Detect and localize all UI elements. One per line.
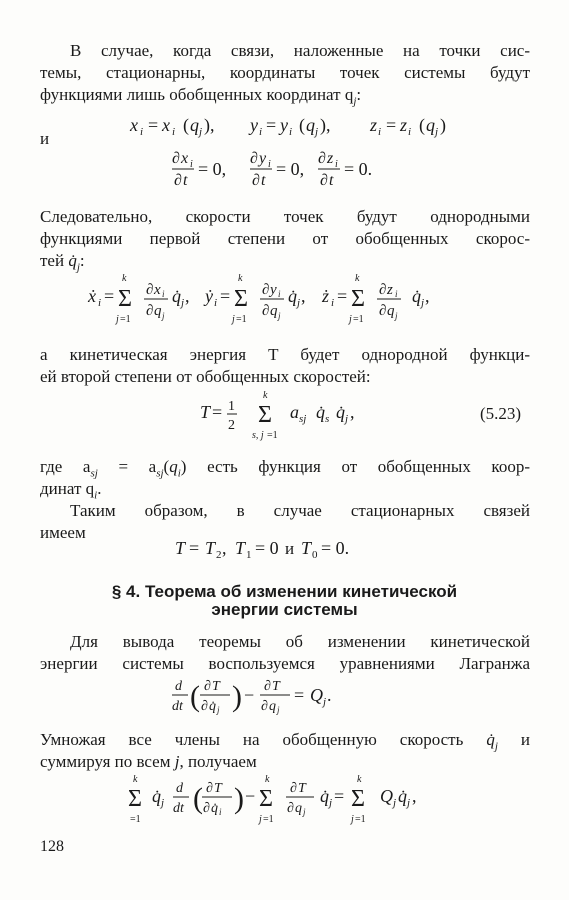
text-line: функциями первой степени от обобщенных скорос- (40, 229, 530, 248)
svg-text:i: i (278, 289, 281, 299)
svg-text:i: i (214, 297, 218, 309)
svg-text:(: ( (419, 115, 425, 135)
svg-text:=: = (104, 286, 115, 306)
svg-text:Σ: Σ (351, 286, 365, 312)
text-line: энергии системы воспользуемся уравнениями Лагранжа (40, 654, 530, 673)
svg-text:,: , (412, 786, 417, 806)
svg-text:q̇: q̇ (398, 786, 407, 806)
svg-text:Σ: Σ (351, 786, 365, 812)
section-heading: § 4. Теорема об изменении кинетической (111, 582, 458, 601)
svg-text:i: i (408, 126, 412, 138)
svg-text:(: ( (183, 115, 189, 135)
svg-text:q: q (270, 303, 278, 319)
svg-text:∂: ∂ (262, 282, 270, 298)
svg-text:Q: Q (380, 786, 393, 806)
svg-text:j: j (116, 314, 119, 325)
svg-text:=: = (212, 402, 223, 422)
svg-text:T: T (298, 781, 306, 796)
svg-text:q̇: q̇ (320, 786, 329, 806)
svg-text:T: T (205, 538, 216, 558)
svg-text:,: , (185, 286, 190, 306)
svg-text:= 0: = 0 (255, 538, 279, 558)
svg-text:s, j: s, j (252, 430, 264, 441)
equation-velocities (0, 272, 569, 332)
svg-text:T: T (175, 538, 186, 558)
svg-text:=1: =1 (353, 314, 364, 325)
svg-text:2: 2 (228, 418, 235, 433)
svg-text:y: y (270, 282, 277, 298)
text-line: а кинетическая энергия T будет однородной функци- (40, 345, 530, 364)
svg-text:= 0,: = 0, (198, 159, 227, 179)
svg-text:∂: ∂ (201, 699, 208, 714)
svg-text:j: j (329, 797, 333, 809)
svg-text:−: − (245, 786, 256, 806)
svg-text:x: x (154, 282, 161, 298)
svg-text:y: y (259, 150, 267, 167)
text-line: В случае, когда связи, наложенные на точки сис- (70, 41, 530, 60)
svg-text:i: i (378, 126, 382, 138)
svg-text:j: j (181, 297, 185, 309)
svg-text:j: j (303, 807, 306, 817)
text-line: функциями лишь обобщенных координат $q_j$: (40, 85, 362, 108)
svg-text:T: T (200, 402, 211, 422)
svg-text:q̇: q̇ (209, 699, 216, 714)
svg-text:q: q (387, 303, 395, 319)
svg-text:=1: =1 (236, 314, 247, 325)
svg-text:Σ: Σ (128, 786, 142, 812)
svg-text:T: T (212, 679, 220, 694)
svg-text:q̇: q̇ (152, 786, 161, 806)
svg-text:): ) (234, 782, 244, 815)
svg-text:=1: =1 (355, 814, 366, 825)
svg-text:−: − (244, 685, 255, 705)
svg-text:t: t (261, 172, 266, 189)
svg-text:0: 0 (312, 549, 318, 561)
svg-text:Σ: Σ (258, 402, 272, 428)
svg-text:j: j (393, 797, 397, 809)
svg-text:∂: ∂ (262, 303, 270, 319)
svg-text:z: z (387, 282, 393, 298)
svg-text:i: i (190, 159, 193, 170)
text-line: тей $q̇_j$: (40, 251, 85, 274)
svg-text:j: j (232, 314, 235, 325)
text-line: Следовательно, скорости точек будут однородными (40, 207, 530, 226)
svg-text:= 0.: = 0. (321, 538, 350, 558)
svg-text:Σ: Σ (234, 286, 248, 312)
svg-text:=: = (189, 538, 200, 558)
svg-text:=: = (294, 685, 305, 705)
svg-text:=1: =1 (120, 314, 131, 325)
svg-text:t: t (183, 172, 188, 189)
svg-text:j: j (277, 705, 280, 715)
svg-text:j: j (407, 797, 411, 809)
svg-text:q: q (426, 115, 435, 135)
svg-text:q: q (269, 699, 276, 714)
svg-text:q̇: q̇ (288, 286, 297, 306)
svg-text:∂: ∂ (320, 172, 328, 189)
svg-text:∂: ∂ (146, 303, 154, 319)
svg-text:q: q (306, 115, 315, 135)
svg-text:t: t (329, 172, 334, 189)
svg-text:): ) (232, 680, 242, 713)
svg-text:k: k (265, 774, 270, 785)
svg-text:∂: ∂ (318, 150, 326, 167)
svg-text:T: T (214, 781, 222, 796)
svg-text:): ) (440, 115, 446, 135)
svg-text:x: x (162, 115, 170, 135)
svg-text:,: , (425, 286, 430, 306)
svg-text:z: z (327, 150, 334, 167)
svg-text:q̇: q̇ (172, 286, 181, 306)
svg-text:=: = (148, 115, 159, 135)
svg-text:∂: ∂ (264, 679, 271, 694)
svg-text:z: z (370, 115, 378, 135)
svg-text:=: = (220, 286, 231, 306)
text-line: и (40, 129, 50, 148)
svg-text:=: = (386, 115, 397, 135)
svg-text:q: q (154, 303, 162, 319)
svg-text:k: k (133, 774, 138, 785)
svg-text:(: ( (193, 782, 203, 815)
text-line: суммируя по всем j, получаем (40, 752, 257, 771)
svg-text:j: j (217, 705, 220, 715)
svg-text:ż: ż (322, 286, 330, 306)
svg-text:i: i (289, 126, 293, 138)
svg-text:= 0.: = 0. (344, 159, 373, 179)
svg-text:∂: ∂ (250, 150, 258, 167)
svg-text:T: T (272, 679, 280, 694)
svg-text:i: i (331, 297, 335, 309)
svg-text:j: j (323, 696, 327, 708)
text-line: ей второй степени от обобщенных скоростей: (40, 367, 371, 386)
svg-text:y: y (250, 115, 258, 135)
svg-text:i: i (172, 126, 176, 138)
equation-time-derivatives (0, 145, 569, 195)
svg-text:j: j (161, 797, 165, 809)
svg-text:=: = (266, 115, 277, 135)
svg-text:q̇: q̇ (412, 286, 421, 306)
svg-text:=: = (334, 786, 345, 806)
svg-text:k: k (263, 390, 268, 401)
svg-text:i: i (140, 126, 144, 138)
svg-text:∂: ∂ (172, 150, 180, 167)
svg-text:∂: ∂ (252, 172, 260, 189)
svg-text:j: j (259, 814, 262, 825)
svg-text:k: k (238, 273, 243, 284)
svg-text:∂: ∂ (287, 801, 294, 816)
page-number: 128 (40, 838, 64, 855)
svg-text:),: ), (204, 115, 215, 135)
text-line: темы, стационарны, координаты точек системы будут (40, 63, 530, 82)
svg-text:=1: =1 (267, 430, 278, 441)
svg-text:j: j (351, 814, 354, 825)
equation-multiplied (0, 770, 569, 830)
svg-text:1: 1 (246, 549, 252, 561)
svg-text:Σ: Σ (118, 286, 132, 312)
svg-text:j: j (395, 311, 398, 321)
svg-text:=1: =1 (263, 814, 274, 825)
svg-text:s: s (325, 413, 330, 425)
svg-text:j: j (345, 413, 349, 425)
text-line: где $a_{sj} = a_{sj}(q_i)$ есть функция от обобщенных коор- (40, 457, 530, 480)
text-line: Для вывода теоремы об изменении кинетической (70, 632, 530, 651)
svg-text:z: z (400, 115, 408, 135)
svg-text:=1: =1 (130, 814, 141, 825)
svg-text:=: = (337, 286, 348, 306)
svg-text:j: j (199, 126, 203, 138)
svg-text:ẋ: ẋ (88, 286, 96, 306)
svg-text:T: T (301, 538, 312, 558)
svg-text:d: d (175, 679, 182, 694)
svg-text:,: , (301, 286, 306, 306)
svg-text:x: x (130, 115, 138, 135)
svg-text:j: j (421, 297, 425, 309)
equation-number: (5.23) (480, 404, 522, 423)
svg-text:,: , (350, 402, 355, 422)
text-line: имеем (40, 523, 86, 542)
svg-text:∂: ∂ (379, 303, 387, 319)
svg-text:∂: ∂ (204, 679, 211, 694)
svg-text:i: i (162, 289, 165, 299)
svg-text:(: ( (299, 115, 305, 135)
svg-text:j: j (349, 314, 352, 325)
svg-text:j: j (435, 126, 439, 138)
text-line: динат $q_i$. (40, 479, 102, 502)
svg-text:k: k (122, 273, 127, 284)
svg-text:q: q (295, 801, 302, 816)
text-line: Таким образом, в случае стационарных связей (70, 501, 530, 520)
equation-lagrange (0, 672, 569, 722)
svg-text:∂: ∂ (261, 699, 268, 714)
svg-text:k: k (355, 273, 360, 284)
svg-text:),: ), (320, 115, 331, 135)
svg-text:i: i (219, 807, 222, 817)
svg-text:∂: ∂ (379, 282, 387, 298)
svg-text:.: . (327, 685, 332, 705)
svg-text:∂: ∂ (206, 781, 213, 796)
equation-stationary (0, 532, 569, 568)
svg-text:ẏ: ẏ (205, 286, 213, 306)
svg-text:j: j (315, 126, 319, 138)
svg-text:k: k (357, 774, 362, 785)
svg-text:(: ( (190, 680, 200, 713)
svg-text:i: i (259, 126, 263, 138)
section-heading: энергии системы (211, 600, 358, 619)
svg-text:∂: ∂ (203, 801, 210, 816)
svg-text:и: и (285, 539, 295, 558)
svg-text:j: j (278, 311, 281, 321)
svg-text:,: , (222, 538, 227, 558)
svg-text:y: y (280, 115, 288, 135)
svg-text:2: 2 (216, 549, 222, 561)
svg-text:dt: dt (172, 699, 183, 714)
svg-text:= 0,: = 0, (276, 159, 305, 179)
svg-text:a: a (290, 402, 299, 422)
svg-text:i: i (268, 159, 271, 170)
svg-text:sj: sj (299, 413, 307, 425)
svg-text:q: q (190, 115, 199, 135)
svg-text:i: i (395, 289, 398, 299)
svg-text:Σ: Σ (259, 786, 273, 812)
svg-text:d: d (176, 781, 183, 796)
svg-text:Q: Q (310, 685, 323, 705)
svg-text:j: j (162, 311, 165, 321)
text-line: Умножая все члены на обобщенную скорость $q̇_j$ и (40, 730, 531, 753)
svg-text:i: i (98, 297, 102, 309)
svg-text:x: x (181, 150, 189, 167)
svg-text:∂: ∂ (146, 282, 154, 298)
svg-text:T: T (235, 538, 246, 558)
svg-text:q̇: q̇ (336, 402, 345, 422)
svg-text:∂: ∂ (174, 172, 182, 189)
svg-text:q̇: q̇ (211, 801, 218, 816)
svg-text:i: i (335, 159, 338, 170)
svg-text:dt: dt (173, 801, 184, 816)
svg-text:∂: ∂ (290, 781, 297, 796)
svg-text:j: j (297, 297, 301, 309)
svg-text:q̇: q̇ (316, 402, 325, 422)
svg-text:1: 1 (228, 399, 235, 414)
